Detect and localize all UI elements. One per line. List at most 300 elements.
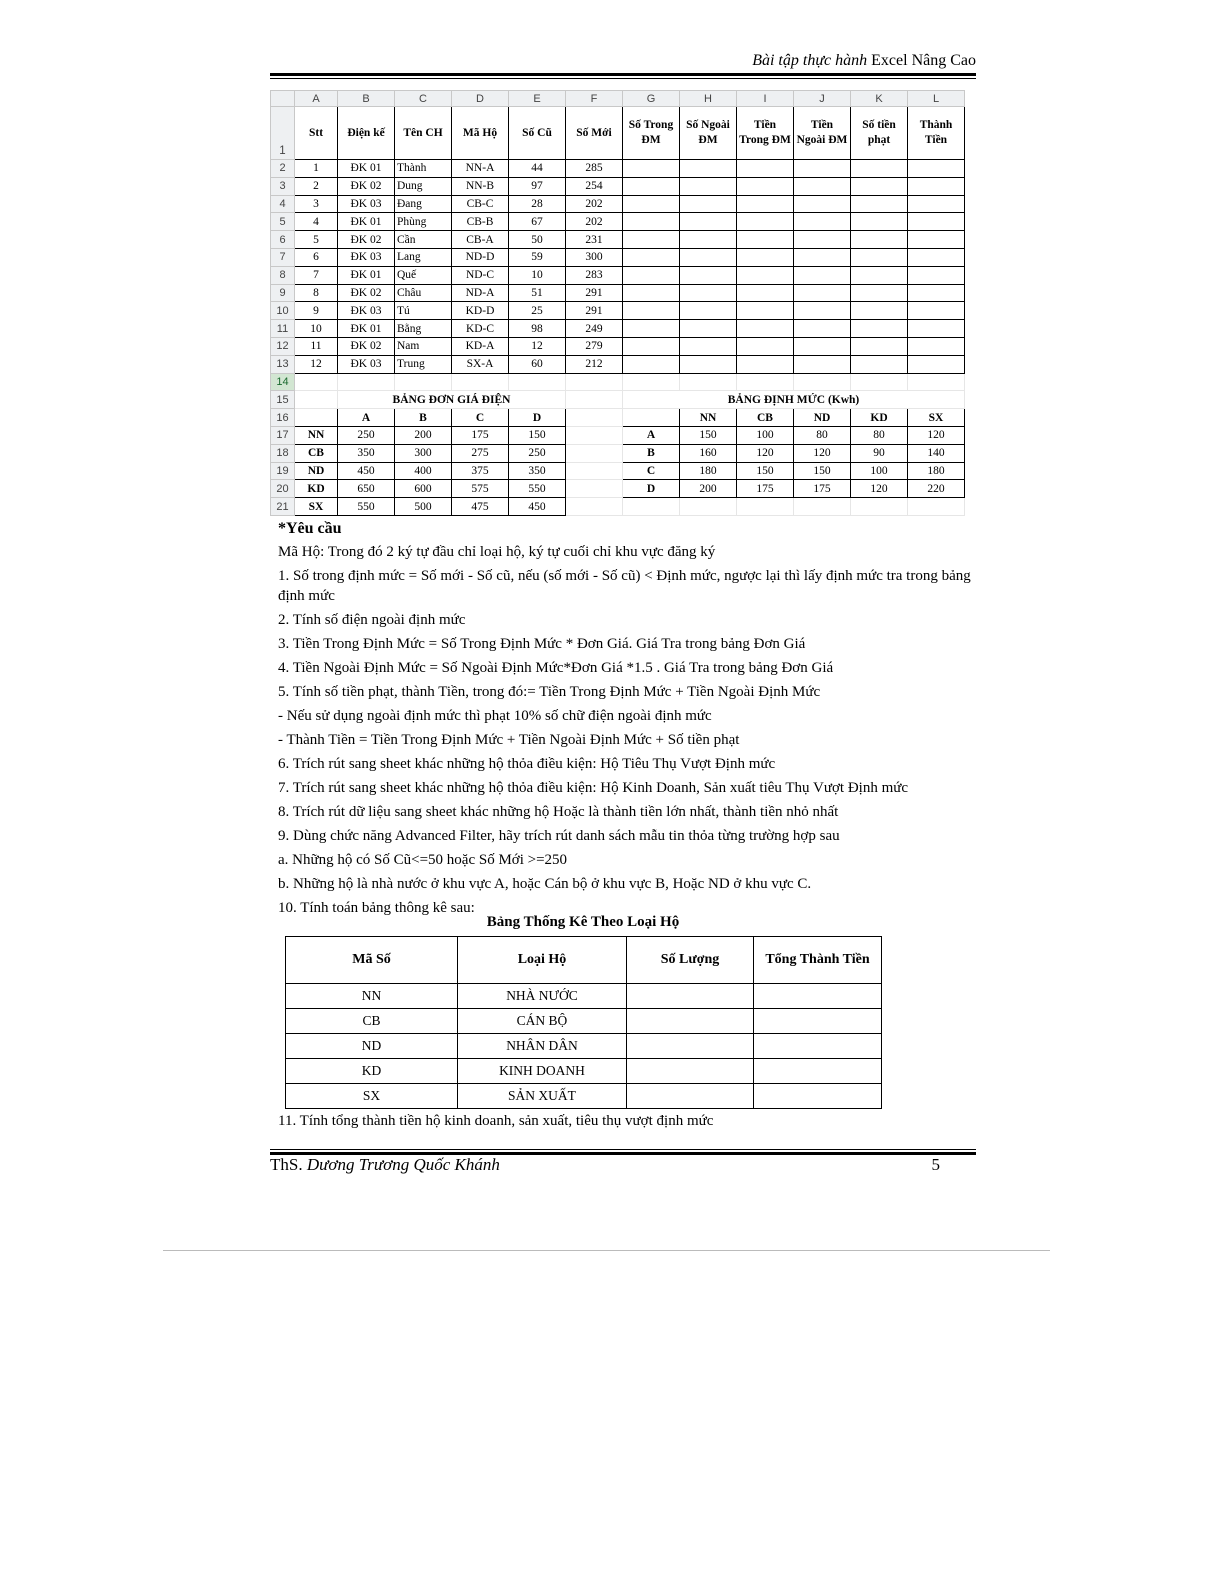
page-edge-line — [163, 1250, 1050, 1251]
empty-cell — [680, 195, 737, 213]
empty-cell — [794, 231, 851, 249]
empty-cell — [851, 337, 908, 355]
requirements-section — [278, 518, 978, 920]
column-header: H — [680, 91, 737, 107]
sheet-row — [271, 355, 965, 373]
header-rule-thick — [270, 73, 976, 76]
data-cell: ĐK 01 — [338, 320, 395, 338]
header-title-rest: Excel Nâng Cao — [867, 52, 976, 69]
data-cell: NN-B — [452, 177, 509, 195]
empty-cell — [623, 355, 680, 373]
empty-cell — [851, 355, 908, 373]
empty-cell — [623, 409, 680, 427]
don-gia-value: 300 — [395, 444, 452, 462]
header-cell: Điện kế — [338, 107, 395, 160]
data-cell: 6 — [295, 248, 338, 266]
data-cell: CB-A — [452, 231, 509, 249]
dinh-muc-value: 140 — [908, 444, 965, 462]
data-cell: 97 — [509, 177, 566, 195]
empty-cell — [794, 160, 851, 178]
row-number: 16 — [271, 409, 295, 427]
dinh-muc-col: NN — [680, 409, 737, 427]
empty-cell — [623, 231, 680, 249]
data-cell: 50 — [509, 231, 566, 249]
data-cell: 2 — [295, 177, 338, 195]
requirement-line: 6. Trích rút sang sheet khác những hộ thỏa điều kiện: Hộ Tiêu Thụ Vượt Định mức — [278, 756, 776, 772]
empty-cell — [295, 391, 338, 409]
empty-cell — [737, 248, 794, 266]
don-gia-type: ND — [295, 462, 338, 480]
don-gia-value: 575 — [452, 480, 509, 498]
empty-cell — [794, 266, 851, 284]
header-title-italic: Bài tập thực hành — [752, 52, 868, 69]
empty-cell — [566, 391, 623, 409]
empty-cell — [566, 409, 623, 427]
empty-cell — [680, 284, 737, 302]
empty-cell — [623, 320, 680, 338]
dinh-muc-col: SX — [908, 409, 965, 427]
stats-code: CB — [286, 1009, 458, 1034]
empty-cell — [737, 498, 794, 516]
data-cell: Dung — [395, 177, 452, 195]
stats-count-cell — [627, 1009, 754, 1034]
sheet-row — [271, 498, 965, 516]
data-cell: Nam — [395, 337, 452, 355]
don-gia-type: SX — [295, 498, 338, 516]
requirement-line: 5. Tính số tiền phạt, thành Tiền, trong đó:= Tiền Trong Định Mức + Tiền Ngoài Định Mức — [278, 684, 821, 700]
data-cell: 231 — [566, 231, 623, 249]
data-cell: 279 — [566, 337, 623, 355]
row-number: 15 — [271, 391, 295, 409]
stats-code: NN — [286, 984, 458, 1009]
row-number: 1 — [271, 107, 295, 160]
requirement-line: 1. Số trong định mức = Số mới - Số cũ, nếu (số mới - Số cũ) < Định mức, ngược lại thì lấy định mức tra trong bảng định mức — [278, 568, 971, 604]
stats-header-loai-ho: Loại Hộ — [458, 937, 627, 984]
data-cell: KD-C — [452, 320, 509, 338]
row-number: 20 — [271, 480, 295, 498]
empty-cell — [794, 302, 851, 320]
requirement-line: 2. Tính số điện ngoài định mức — [278, 612, 466, 628]
sheet-row — [271, 444, 965, 462]
requirement-line: 10. Tính toán bảng thông kê sau: — [278, 900, 475, 916]
don-gia-value: 550 — [509, 480, 566, 498]
column-header: B — [338, 91, 395, 107]
row-number: 4 — [271, 195, 295, 213]
empty-cell — [908, 320, 965, 338]
stats-code: KD — [286, 1059, 458, 1084]
don-gia-col: B — [395, 409, 452, 427]
empty-cell — [737, 373, 794, 391]
corner-cell — [271, 91, 295, 107]
don-gia-type: CB — [295, 444, 338, 462]
empty-cell — [737, 302, 794, 320]
data-cell: Đang — [395, 195, 452, 213]
empty-cell — [794, 320, 851, 338]
data-cell: 202 — [566, 195, 623, 213]
column-header: K — [851, 91, 908, 107]
data-cell: Châu — [395, 284, 452, 302]
dinh-muc-area: B — [623, 444, 680, 462]
empty-cell — [680, 498, 737, 516]
empty-cell — [851, 248, 908, 266]
header-cell: Số Mới — [566, 107, 623, 160]
requirement-line: a. Những hộ có Số Cũ<=50 hoặc Số Mới >=250 — [278, 852, 568, 868]
column-header: A — [295, 91, 338, 107]
data-cell: Tú — [395, 302, 452, 320]
data-cell: Thành — [395, 160, 452, 178]
empty-cell — [680, 373, 737, 391]
don-gia-type: KD — [295, 480, 338, 498]
data-cell: 67 — [509, 213, 566, 231]
empty-cell — [737, 355, 794, 373]
data-cell: 60 — [509, 355, 566, 373]
dinh-muc-value: 200 — [680, 480, 737, 498]
dinh-muc-value: 220 — [908, 480, 965, 498]
column-header: G — [623, 91, 680, 107]
don-gia-value: 650 — [338, 480, 395, 498]
don-gia-value: 400 — [395, 462, 452, 480]
dinh-muc-value: 175 — [794, 480, 851, 498]
empty-cell — [908, 231, 965, 249]
don-gia-value: 600 — [395, 480, 452, 498]
stats-code: SX — [286, 1084, 458, 1109]
empty-cell — [680, 177, 737, 195]
empty-cell — [623, 195, 680, 213]
empty-cell — [851, 320, 908, 338]
data-cell: 12 — [509, 337, 566, 355]
data-cell: 249 — [566, 320, 623, 338]
empty-cell — [794, 248, 851, 266]
sheet-row — [271, 213, 965, 231]
sheet-row — [271, 337, 965, 355]
data-cell: NN-A — [452, 160, 509, 178]
row-number: 7 — [271, 248, 295, 266]
empty-cell — [737, 160, 794, 178]
dinh-muc-value: 90 — [851, 444, 908, 462]
empty-cell — [908, 337, 965, 355]
data-cell: Quế — [395, 266, 452, 284]
empty-cell — [737, 337, 794, 355]
don-gia-value: 450 — [338, 462, 395, 480]
data-cell: ĐK 02 — [338, 231, 395, 249]
empty-cell — [566, 498, 623, 516]
dinh-muc-value: 180 — [680, 462, 737, 480]
stats-header-tong-thanh-tien: Tổng Thành Tiền — [754, 937, 882, 984]
empty-cell — [908, 195, 965, 213]
don-gia-value: 250 — [509, 444, 566, 462]
empty-cell — [908, 213, 965, 231]
empty-cell — [851, 213, 908, 231]
data-cell: 7 — [295, 266, 338, 284]
dinh-muc-value: 150 — [737, 462, 794, 480]
data-cell: 10 — [295, 320, 338, 338]
empty-cell — [623, 337, 680, 355]
empty-cell — [452, 373, 509, 391]
dinh-muc-value: 150 — [794, 462, 851, 480]
don-gia-value: 250 — [338, 426, 395, 444]
empty-cell — [295, 373, 338, 391]
column-header: E — [509, 91, 566, 107]
empty-cell — [566, 426, 623, 444]
empty-cell — [737, 320, 794, 338]
empty-cell — [737, 284, 794, 302]
sheet-row — [271, 391, 965, 409]
empty-cell — [794, 498, 851, 516]
empty-cell — [737, 177, 794, 195]
stats-count-cell — [627, 1034, 754, 1059]
header-cell: Mã Hộ — [452, 107, 509, 160]
row-number: 21 — [271, 498, 295, 516]
row-number: 11 — [271, 320, 295, 338]
empty-cell — [851, 177, 908, 195]
don-gia-value: 450 — [509, 498, 566, 516]
data-cell: 1 — [295, 160, 338, 178]
header-cell: Thành Tiền — [908, 107, 965, 160]
sheet-row — [271, 320, 965, 338]
don-gia-value: 150 — [509, 426, 566, 444]
empty-cell — [680, 355, 737, 373]
row-number: 12 — [271, 337, 295, 355]
data-cell: Trung — [395, 355, 452, 373]
stats-table — [285, 936, 882, 1109]
dinh-muc-value: 120 — [737, 444, 794, 462]
data-cell: 283 — [566, 266, 623, 284]
empty-cell — [737, 231, 794, 249]
don-gia-value: 500 — [395, 498, 452, 516]
dinh-muc-value: 120 — [794, 444, 851, 462]
sheet-row — [271, 160, 965, 178]
empty-cell — [623, 284, 680, 302]
empty-cell — [908, 498, 965, 516]
dinh-muc-area: C — [623, 462, 680, 480]
stats-table-title: Bảng Thống Kê Theo Loại Hộ — [486, 914, 680, 930]
dinh-muc-value: 150 — [680, 426, 737, 444]
header-cell: Số tiền phạt — [851, 107, 908, 160]
data-cell: 25 — [509, 302, 566, 320]
column-header: D — [452, 91, 509, 107]
data-cell: 3 — [295, 195, 338, 213]
empty-cell — [680, 231, 737, 249]
empty-cell — [737, 266, 794, 284]
data-cell: 285 — [566, 160, 623, 178]
stats-type: SẢN XUẤT — [458, 1084, 627, 1109]
dinh-muc-value: 100 — [737, 426, 794, 444]
empty-cell — [908, 373, 965, 391]
dinh-muc-value: 180 — [908, 462, 965, 480]
header-cell: Số Trong ĐM — [623, 107, 680, 160]
empty-cell — [566, 462, 623, 480]
empty-cell — [908, 248, 965, 266]
empty-cell — [908, 177, 965, 195]
don-gia-col: D — [509, 409, 566, 427]
dinh-muc-value: 80 — [851, 426, 908, 444]
stats-total-cell — [754, 1009, 882, 1034]
data-cell: 59 — [509, 248, 566, 266]
data-cell: KD-A — [452, 337, 509, 355]
empty-cell — [794, 177, 851, 195]
row-number: 17 — [271, 426, 295, 444]
don-gia-value: 350 — [338, 444, 395, 462]
data-cell: ND-D — [452, 248, 509, 266]
data-cell: 4 — [295, 213, 338, 231]
data-cell: ĐK 01 — [338, 266, 395, 284]
empty-cell — [680, 302, 737, 320]
don-gia-value: 175 — [452, 426, 509, 444]
empty-cell — [680, 160, 737, 178]
data-cell: 11 — [295, 337, 338, 355]
dinh-muc-value: 175 — [737, 480, 794, 498]
empty-cell — [680, 266, 737, 284]
empty-cell — [851, 195, 908, 213]
don-gia-value: 350 — [509, 462, 566, 480]
empty-cell — [794, 213, 851, 231]
requirement-line: - Thành Tiền = Tiền Trong Định Mức + Tiền Ngoài Định Mức + Số tiền phạt — [278, 732, 740, 748]
data-cell: Lang — [395, 248, 452, 266]
dinh-muc-title: BẢNG ĐỊNH MỨC (Kwh) — [623, 391, 965, 409]
requirement-line: b. Những hộ là nhà nước ở khu vực A, hoặc Cán bộ ở khu vực B, Hoặc ND ở khu vực C. — [278, 876, 812, 892]
data-cell: ĐK 03 — [338, 355, 395, 373]
don-gia-col: A — [338, 409, 395, 427]
empty-cell — [851, 498, 908, 516]
don-gia-value: 550 — [338, 498, 395, 516]
data-cell: ĐK 02 — [338, 337, 395, 355]
row-number: 6 — [271, 231, 295, 249]
header-cell: Stt — [295, 107, 338, 160]
data-cell: 291 — [566, 284, 623, 302]
requirement-line: Mã Hộ: Trong đó 2 ký tự đầu chỉ loại hộ, ký tự cuối chỉ khu vực đăng ký — [278, 544, 716, 560]
empty-cell — [566, 480, 623, 498]
footer-prefix: ThS. — [270, 1155, 307, 1174]
requirement-line: - Nếu sử dụng ngoài định mức thì phạt 10% số chữ điện ngoài định mức — [278, 708, 712, 724]
requirement-line: 3. Tiền Trong Định Mức = Số Trong Định Mức * Đơn Giá. Giá Tra trong bảng Đơn Giá — [278, 636, 806, 652]
don-gia-value: 375 — [452, 462, 509, 480]
sheet-row — [271, 409, 965, 427]
data-cell: ĐK 03 — [338, 195, 395, 213]
row-number: 8 — [271, 266, 295, 284]
don-gia-value: 475 — [452, 498, 509, 516]
stats-type: NHÂN DÂN — [458, 1034, 627, 1059]
sheet-row — [271, 231, 965, 249]
data-cell: 98 — [509, 320, 566, 338]
header-cell: Tên CH — [395, 107, 452, 160]
don-gia-value: 200 — [395, 426, 452, 444]
data-cell: 28 — [509, 195, 566, 213]
row-number: 18 — [271, 444, 295, 462]
data-cell: 300 — [566, 248, 623, 266]
empty-cell — [851, 160, 908, 178]
row-number: 9 — [271, 284, 295, 302]
sheet-row — [271, 177, 965, 195]
dinh-muc-value: 120 — [908, 426, 965, 444]
data-cell: 212 — [566, 355, 623, 373]
empty-cell — [509, 373, 566, 391]
spreadsheet-grid — [270, 90, 965, 516]
stats-type: CÁN BỘ — [458, 1009, 627, 1034]
dinh-muc-col: KD — [851, 409, 908, 427]
dinh-muc-col: ND — [794, 409, 851, 427]
footer-author: Dương Trương Quốc Khánh — [306, 1155, 500, 1174]
empty-cell — [395, 373, 452, 391]
empty-cell — [908, 266, 965, 284]
dinh-muc-value: 100 — [851, 462, 908, 480]
dinh-muc-value: 120 — [851, 480, 908, 498]
don-gia-value: 275 — [452, 444, 509, 462]
stats-count-cell — [627, 1084, 754, 1109]
empty-cell — [851, 373, 908, 391]
data-cell: ĐK 03 — [338, 248, 395, 266]
data-cell: 254 — [566, 177, 623, 195]
empty-cell — [623, 302, 680, 320]
data-cell: Cần — [395, 231, 452, 249]
column-header: F — [566, 91, 623, 107]
data-cell: Bằng — [395, 320, 452, 338]
data-cell: Phùng — [395, 213, 452, 231]
page-footer — [270, 1155, 940, 1175]
requirement-line: 9. Dùng chức năng Advanced Filter, hãy trích rút danh sách mẫu tin thỏa từng trường hợp sau — [278, 828, 840, 844]
data-cell: 202 — [566, 213, 623, 231]
empty-cell — [908, 355, 965, 373]
empty-cell — [851, 266, 908, 284]
excel-sheet — [270, 90, 974, 516]
sheet-row — [271, 107, 965, 160]
stats-count-cell — [627, 1059, 754, 1084]
stats-total-cell — [754, 1059, 882, 1084]
empty-cell — [566, 444, 623, 462]
dinh-muc-col: CB — [737, 409, 794, 427]
data-cell: CB-C — [452, 195, 509, 213]
stats-total-cell — [754, 1034, 882, 1059]
header-cell: Tiền Ngoài ĐM — [794, 107, 851, 160]
column-header: I — [737, 91, 794, 107]
sheet-row — [271, 480, 965, 498]
empty-cell — [566, 373, 623, 391]
empty-cell — [794, 355, 851, 373]
dinh-muc-area: A — [623, 426, 680, 444]
page-number: 5 — [931, 1155, 940, 1174]
data-cell: 9 — [295, 302, 338, 320]
data-cell: ND-A — [452, 284, 509, 302]
header-rule-thin — [270, 78, 976, 79]
sheet-row — [271, 373, 965, 391]
row-number: 2 — [271, 160, 295, 178]
stats-type: NHÀ NƯỚC — [458, 984, 627, 1009]
empty-cell — [851, 231, 908, 249]
don-gia-type: NN — [295, 426, 338, 444]
data-cell: SX-A — [452, 355, 509, 373]
empty-cell — [680, 213, 737, 231]
empty-cell — [680, 320, 737, 338]
stats-header-so-luong: Số Lượng — [627, 937, 754, 984]
data-cell: ĐK 02 — [338, 177, 395, 195]
page-header — [270, 52, 976, 70]
header-cell: Số Cũ — [509, 107, 566, 160]
data-cell: 10 — [509, 266, 566, 284]
empty-cell — [794, 373, 851, 391]
requirement-line: 7. Trích rút sang sheet khác những hộ thỏa điều kiện: Hộ Kinh Doanh, Sản xuất tiêu Thụ Vượt Định mức — [278, 780, 909, 796]
data-cell: KD-D — [452, 302, 509, 320]
stats-total-cell — [754, 1084, 882, 1109]
empty-cell — [623, 213, 680, 231]
don-gia-col: C — [452, 409, 509, 427]
row-number: 10 — [271, 302, 295, 320]
dinh-muc-value: 160 — [680, 444, 737, 462]
row-number: 5 — [271, 213, 295, 231]
column-header: L — [908, 91, 965, 107]
empty-cell — [737, 213, 794, 231]
data-cell: ĐK 01 — [338, 160, 395, 178]
data-cell: 291 — [566, 302, 623, 320]
requirement-line-11: 11. Tính tổng thành tiền hộ kinh doanh, sản xuất, tiêu thụ vượt định mức — [278, 1113, 714, 1129]
